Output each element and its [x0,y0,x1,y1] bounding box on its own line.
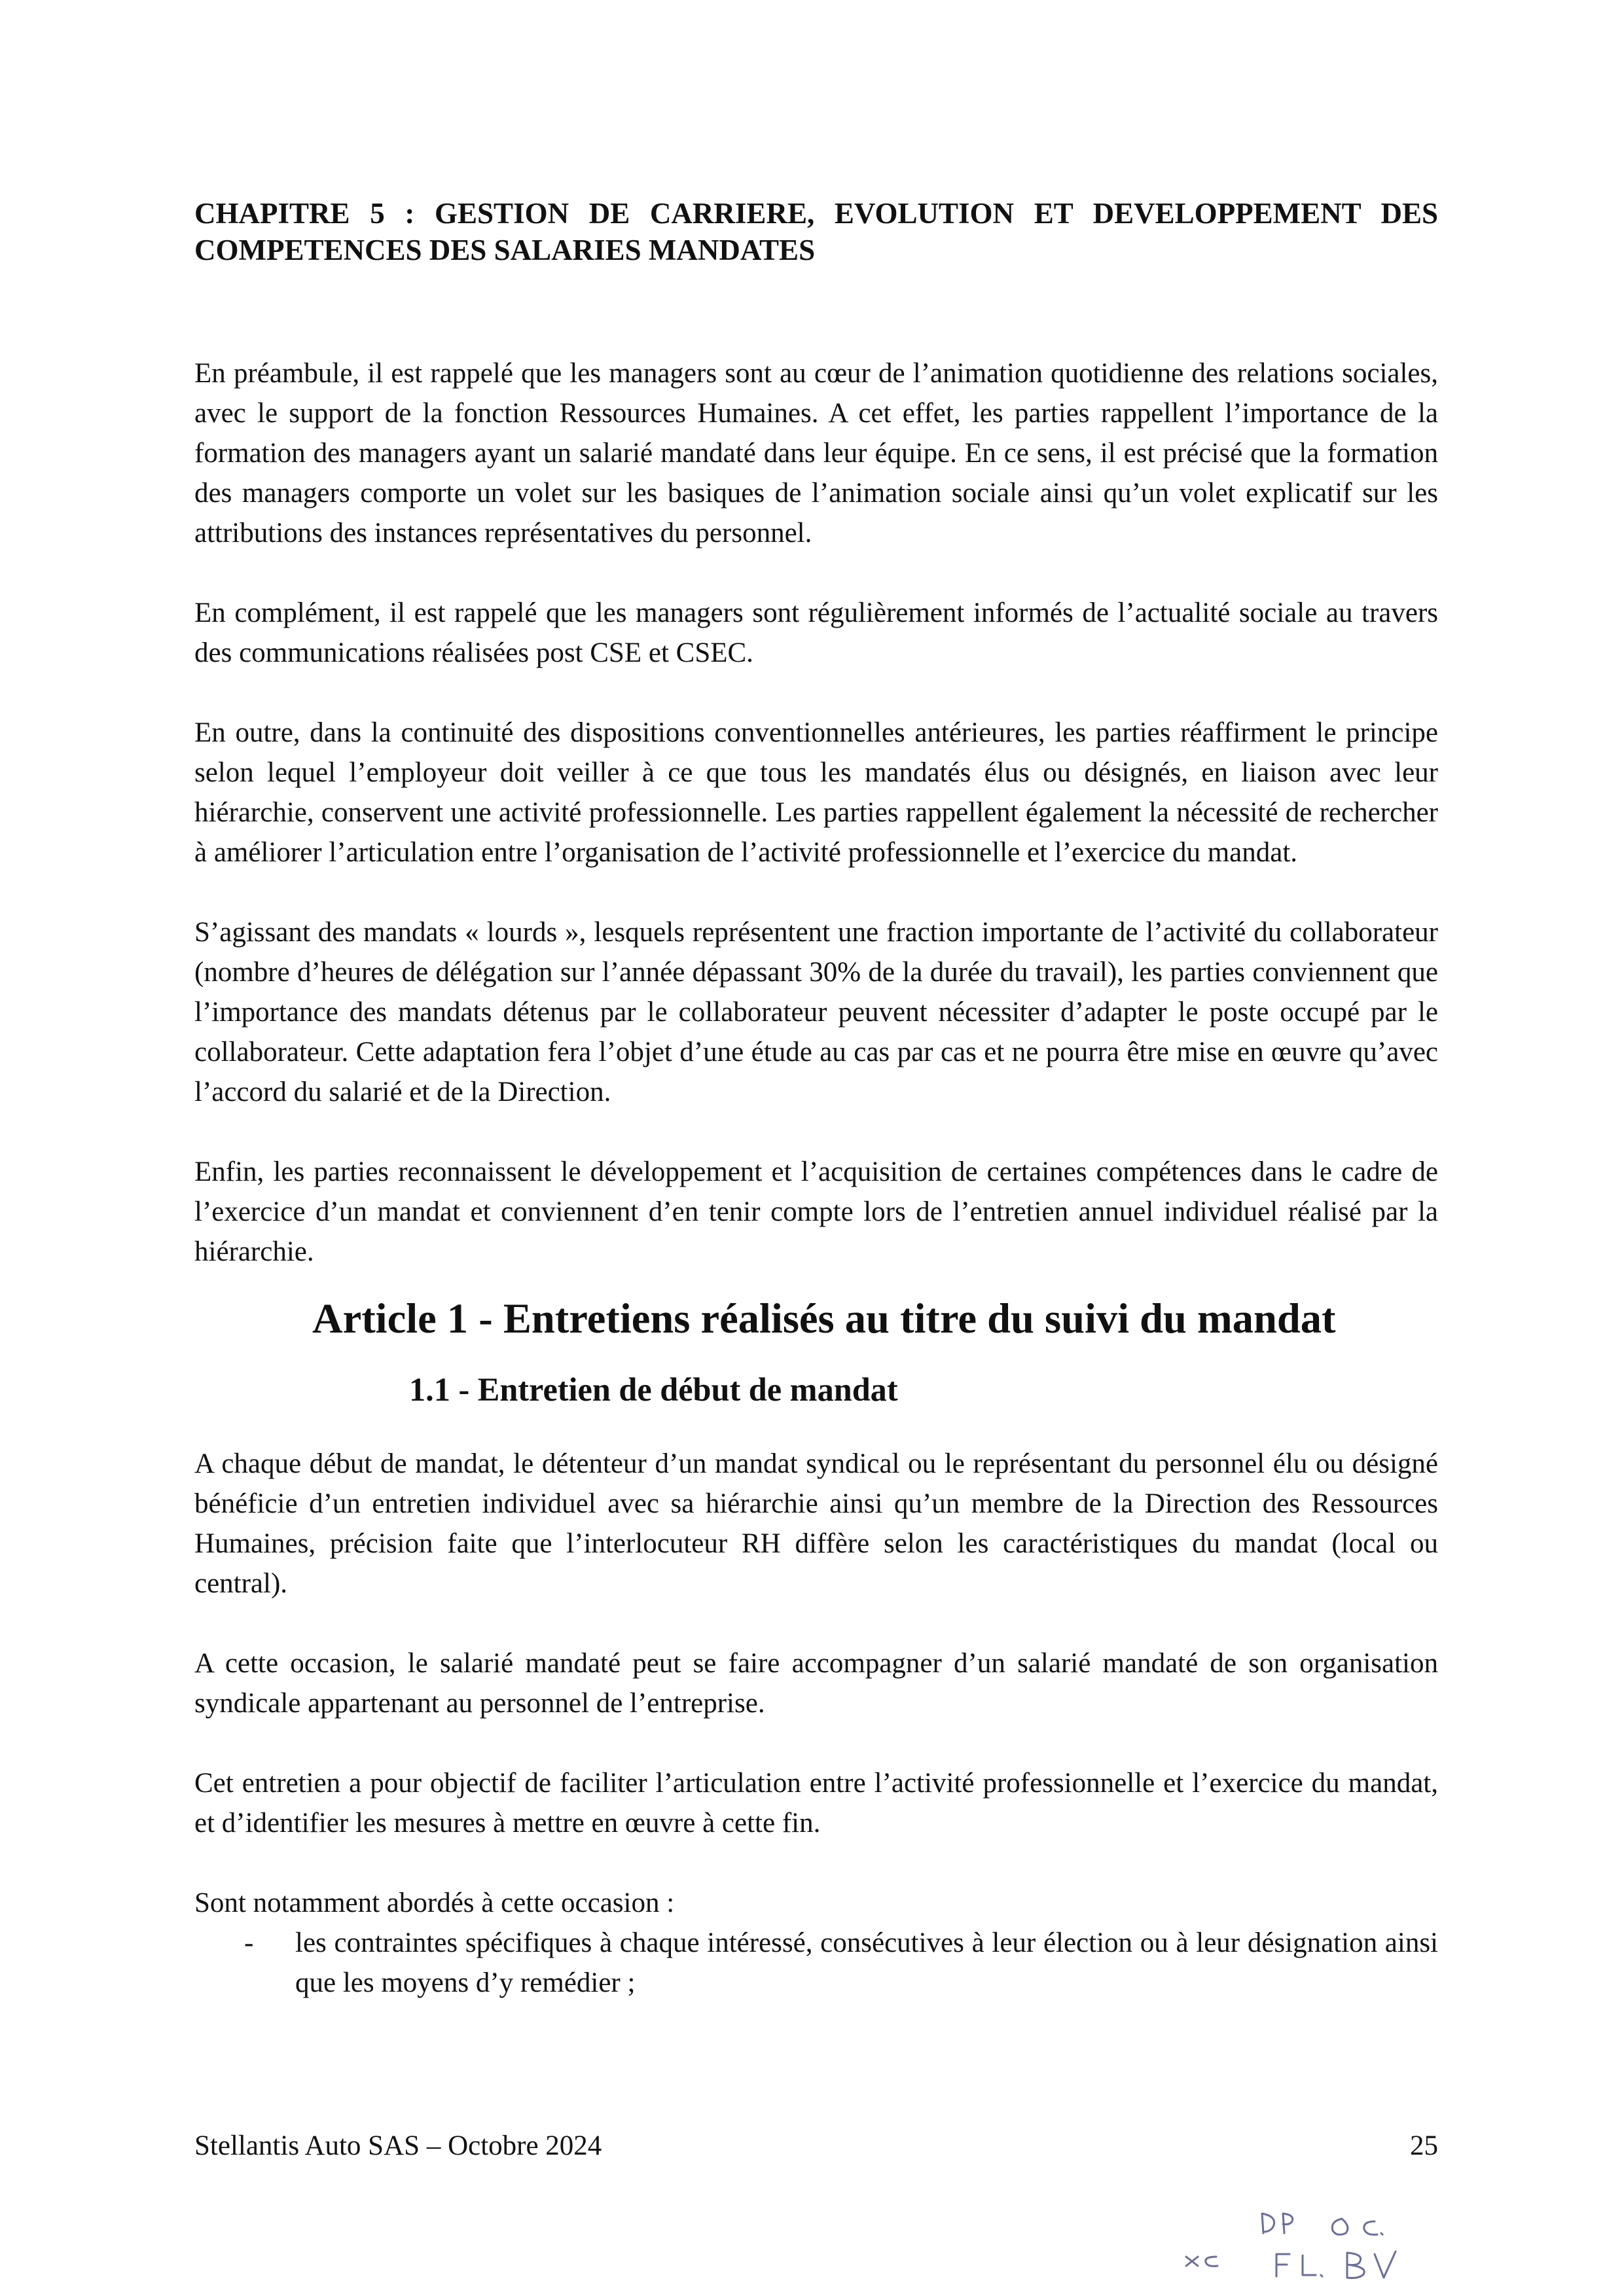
page-content [194,195,1438,2003]
list-item-text: les contraintes spécifiques à chaque intéressé, consécutives à leur élection ou à leur désignation ainsi que les moyens d’y remédier ; [295,1928,1438,1998]
subsection-heading: 1.1 - Entretien de début de mandat [409,1371,898,1408]
dash-bullet: - [244,1928,254,1958]
list-item [194,1923,1438,2003]
paragraph-objectif: Cet entretien a pour objectif de faciliter l’articulation entre l’activité professionnelle et l’exercice du mandat, et d’identifier les mesures à mettre en œuvre à cette fin. [194,1768,1438,1839]
paragraph-accompagnement: A cette occasion, le salarié mandaté peut se faire accompagner d’un salarié mandaté de son organisation syndicale appartenant au personnel de l’entreprise. [194,1648,1438,1719]
chapter-title: CHAPITRE 5 : GESTION DE CARRIERE, EVOLUTION ET DEVELOPPEMENT DES COMPETENCES DES SALARIES MANDATES [194,197,1438,266]
footer-page-number: 25 [1410,2130,1438,2161]
paragraph-enfin: Enfin, les parties reconnaissent le développement et l’acquisition de certaines compétences dans le cadre de l’exercice d’un mandat et conviennent d’en tenir compte lors de l’entretien annuel individuel réalisé par la hiérarchie. [194,1157,1438,1267]
list-intro: Sont notamment abordés à cette occasion : [194,1888,675,1918]
paragraph-preamble: En préambule, il est rappelé que les managers sont au cœur de l’animation quotidienne des relations sociales, avec le support de la fonction Ressources Humaines. A cet effet, les parties rappellent l’importance de la formation des managers ayant un salarié mandaté dans leur équipe. En ce sens, il est précisé que la formation des managers comporte un volet sur les basiques de l’animation sociale ainsi qu’un volet explicatif sur les attributions des instances représentatives du personnel. [194,358,1438,548]
article-heading: Article 1 - Entretiens réalisés au titre du suivi du mandat [312,1295,1336,1342]
paragraph-mandats-lourds: S’agissant des mandats « lourds », lesquels représentent une fraction importante de l’activité du collaborateur (nombre d’heures de délégation sur l’année dépassant 30% de la durée du travail), les parties conviennent que l’importance des mandats détenus par le collaborateur peuvent nécessiter d’adapter le poste occupé par le collaborateur. Cette adaptation fera l’objet d’une étude au cas par cas et ne pourra être mise en œuvre qu’avec l’accord du salarié et de la Direction. [194,917,1438,1107]
paragraph-complement: En complément, il est rappelé que les managers sont régulièrement informés de l’actualité sociale au travers des communications réalisées post CSE et CSEC. [194,598,1438,668]
handwritten-initials-signature [1178,2199,1440,2291]
bullet-list [194,1923,1438,2003]
paragraph-outre: En outre, dans la continuité des dispositions conventionnelles antérieures, les parties réaffirment le principe selon lequel l’employeur doit veiller à ce que tous les mandatés élus ou désignés, en liaison avec leur hiérarchie, conservent une activité professionnelle. Les parties rappellent également la nécessité de rechercher à améliorer l’articulation entre l’organisation de l’activité professionnelle et l’exercice du mandat. [194,717,1438,868]
paragraph-debut-mandat: A chaque début de mandat, le détenteur d’un mandat syndical ou le représentant du personnel élu ou désigné bénéficie d’un entretien individuel avec sa hiérarchie ainsi qu’un membre de la Direction des Ressources Humaines, précision faite que l’interlocuteur RH diffère selon les caractéristiques du mandat (local ou central). [194,1448,1438,1599]
footer-company-date: Stellantis Auto SAS – Octobre 2024 [194,2130,602,2161]
